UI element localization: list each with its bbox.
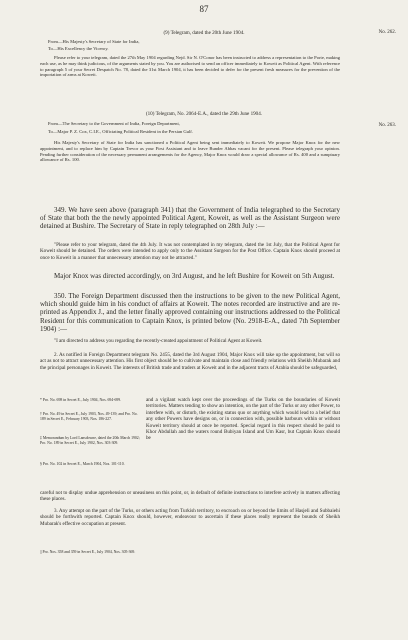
telegram-9-to: To—His Excellency the Viceroy.	[48, 46, 109, 51]
footnote-3: ‡ Memorandum by Lord Lansdowne, dated the 20th March 1902; Pro. No. 189 in Secret E., July 1902, Nos. 303-309.	[40, 436, 140, 445]
telegram-10-from: From—The Secretary to the Government of India, Foreign Department,	[48, 121, 180, 126]
instruction-para-2-right-column: and a vigilant watch kept over the proceedings of the Turks on the boundaries of Koweit territories. Matters tending to show an intention, on the part of the Turks or any other Power, to interfere with, or disturb, the existing status quo or anything which would lead to a belief that any other Powers have designs on, or in connection with, possible harbours within or without Koweit territory should at once be reported. Special regard in this respect should be paid to Khor Abdullah and the waters round Bubiyan Island and Um Kasr, but Captain Knox should be	[146, 397, 340, 442]
instruction-para-2-end: careful not to display undue apprehension or uneasiness on this point, or, in default of definite instructions to interfere actively in matters affecting these places.	[40, 490, 340, 503]
page-number: 87	[199, 4, 209, 14]
telegram-9-title: (9) Telegram, dated the 20th June 1904.	[163, 30, 245, 36]
instruction-para-3: 3. Any attempt on the part of the Turks, or others acting from Turkish territory, to encroach on or beyond the limits of Hasjeli and Subbaiehi should be forthwith reported. Captain Knox should, however, endeavour to ascertain if these places really represent the bounds of Sheikh Mubarak's effective occupation at present.	[40, 508, 340, 527]
paragraph-350: 350. The Foreign Department discussed then the instructions to be given to the new Political Agent, which should guide him in his conduct of affairs at Koweit. The notes recorded are instructive and are re-printed as Appendix J., and the letter finally approved containing our instructions addressed to the Political Resident for this communication to Captain Knox, is printed below (No. 2918-E-A., dated 7th September 1904) :—	[40, 292, 340, 333]
paragraph-349: 349. We have seen above (paragraph 341) that the Government of India telegraphed to the Secretary of State that both the the newly appointed Political Agent, Koweit, as well as the Assistant Surgeon were detained at Bushire. The Secretary of State in reply telegraphed on 28th July :—	[40, 206, 340, 231]
telegram-10-title: (10) Telegram, No. 2064-E.A., dated the 29th June 1904.	[145, 111, 263, 117]
footnote-4: § Pro. No. 102 in Secret E., March 1904, Nos. 101-110.	[40, 462, 125, 466]
footnote-1: * Pro. No. 698 in Secret E., July 1904, Nos. 694-699.	[40, 398, 122, 402]
footnote-5: || Pro. Nos. 358 and 359 in Secret E., July 1904, Nos. 305-369.	[40, 550, 136, 554]
telegram-9-body: Please refer to your telegram, dated the 27th May 1904 regarding Nejd. Sir N. O'Conor has been instructed to address a representation to the Porte, making each use, as he may think judicious, of the arguments stated by you. You are authorised to send an officer immediately to Koweit as Political Agent. With reference to paragraph 5 of your Secret Despatch No. 78, dated the 31st March 1904, it has been decided to defer for the present fresh measures for the prevention of the importation of arms at Koweit.	[40, 55, 340, 78]
footnote-2: † Pro. No. 49 in Secret E., July 1903, Nos. 49-139; and Pro. No. 189 in Secret E., February 1903, Nos. 186-227.	[40, 412, 138, 421]
telegram-10-body: His Majesty's Secretary of State for India has sanctioned a Political Agent being sent immediately to Koweit. We propose Major Knox for the new appointment, and to replace him by Captain Trevor as your First Assistant and to leave Bunder Abbas vacant for the present. Please telegraph your opinion. Pending further consideration of the necessary permanent arrangements for the Agency, Major Knox would draw a special allowance of Rs. 400 and a sumptuary allowance of Rs. 100.	[40, 140, 340, 163]
quote-secretary-of-state: "Please refer to your telegram, dated the 4th July. It was not contemplated in my telegram, dated the 1st July, that the Political Agent for Koweit should be detained. The orders were intended to apply only to the Assistant Surgeon for the Post Office. Captain Knox should proceed at once to Koweit in a manner that unnecessary attention may not be attracted."	[40, 242, 340, 261]
telegram-10-margin-number: No. 263.	[378, 123, 396, 128]
telegram-9-margin-number: No. 262.	[378, 30, 396, 35]
telegram-9-from: From—His Majesty's Secretary of State for India,	[48, 39, 140, 44]
quote-instructions: "I am directed to address you regarding the recently-created appointment of Political Agent at Koweit.	[54, 338, 263, 344]
paragraph-349-continued: Major Knox was directed accordingly, on 3rd August, and he left Bushire for Koweit on 5th August.	[54, 272, 335, 280]
telegram-10-to: To—Major P. Z. Cox, C.I.E., Officiating Political Resident in the Persian Gulf.	[48, 129, 193, 134]
instruction-para-2: 2. As notified in Foreign Department telegram No. 2455, dated the 3rd August 1904, Major Knox will take up the appointment, but will so act as not to attract unnecessary attention. His first object should be to cultivate and maintain close and friendly relations with Sheikh Mubarak and the principal personages in Koweit. The interests of British trade and traders at Koweit and in the adjacent tracts of Arabia should be safeguarded,	[40, 352, 340, 371]
